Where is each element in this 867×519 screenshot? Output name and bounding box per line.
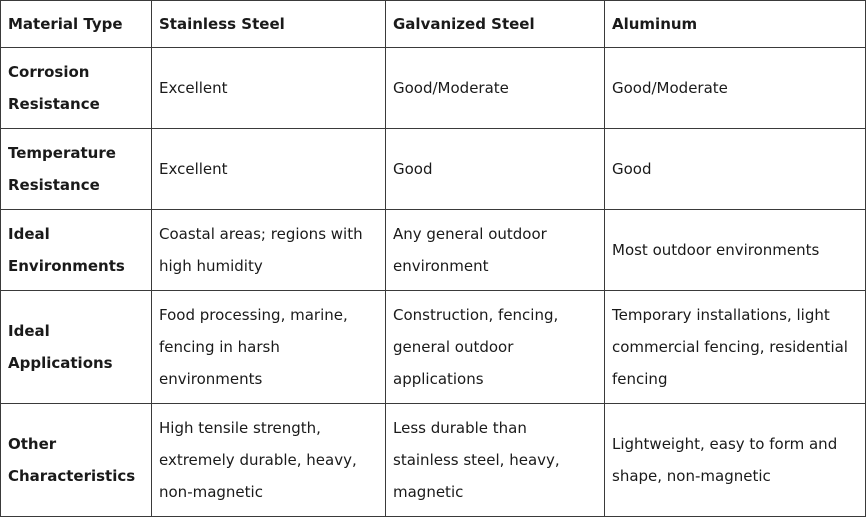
header-stainless-steel: Stainless Steel — [152, 1, 386, 48]
table-row — [1, 291, 866, 404]
table-cell: Any general outdoor environment — [386, 210, 605, 291]
table-cell: Most outdoor environments — [605, 210, 866, 291]
row-label: Corrosion Resistance — [1, 48, 152, 129]
row-label: Ideal Environments — [1, 210, 152, 291]
table-cell: Good — [605, 129, 866, 210]
table-row — [1, 129, 866, 210]
row-label: Temperature Resistance — [1, 129, 152, 210]
row-label: Other Characteristics — [1, 404, 152, 517]
table-cell: Temporary installations, light commercial fencing, residential fencing — [605, 291, 866, 404]
table-cell: Excellent — [152, 129, 386, 210]
table-cell: Good/Moderate — [386, 48, 605, 129]
table-cell: Good — [386, 129, 605, 210]
table-cell: Good/Moderate — [605, 48, 866, 129]
table-row — [1, 48, 866, 129]
table-cell: Less durable than stainless steel, heavy, magnetic — [386, 404, 605, 517]
row-label: Ideal Applications — [1, 291, 152, 404]
header-aluminum: Aluminum — [605, 1, 866, 48]
table-row — [1, 210, 866, 291]
table-cell: Coastal areas; regions with high humidity — [152, 210, 386, 291]
table-cell: Lightweight, easy to form and shape, non-magnetic — [605, 404, 866, 517]
table-cell: Food processing, marine, fencing in harsh environments — [152, 291, 386, 404]
table-cell: Excellent — [152, 48, 386, 129]
table-cell: High tensile strength, extremely durable, heavy, non-magnetic — [152, 404, 386, 517]
header-row — [1, 1, 866, 48]
header-material-type: Material Type — [1, 1, 152, 48]
table-cell: Construction, fencing, general outdoor applications — [386, 291, 605, 404]
table-row — [1, 404, 866, 517]
header-galvanized-steel: Galvanized Steel — [386, 1, 605, 48]
